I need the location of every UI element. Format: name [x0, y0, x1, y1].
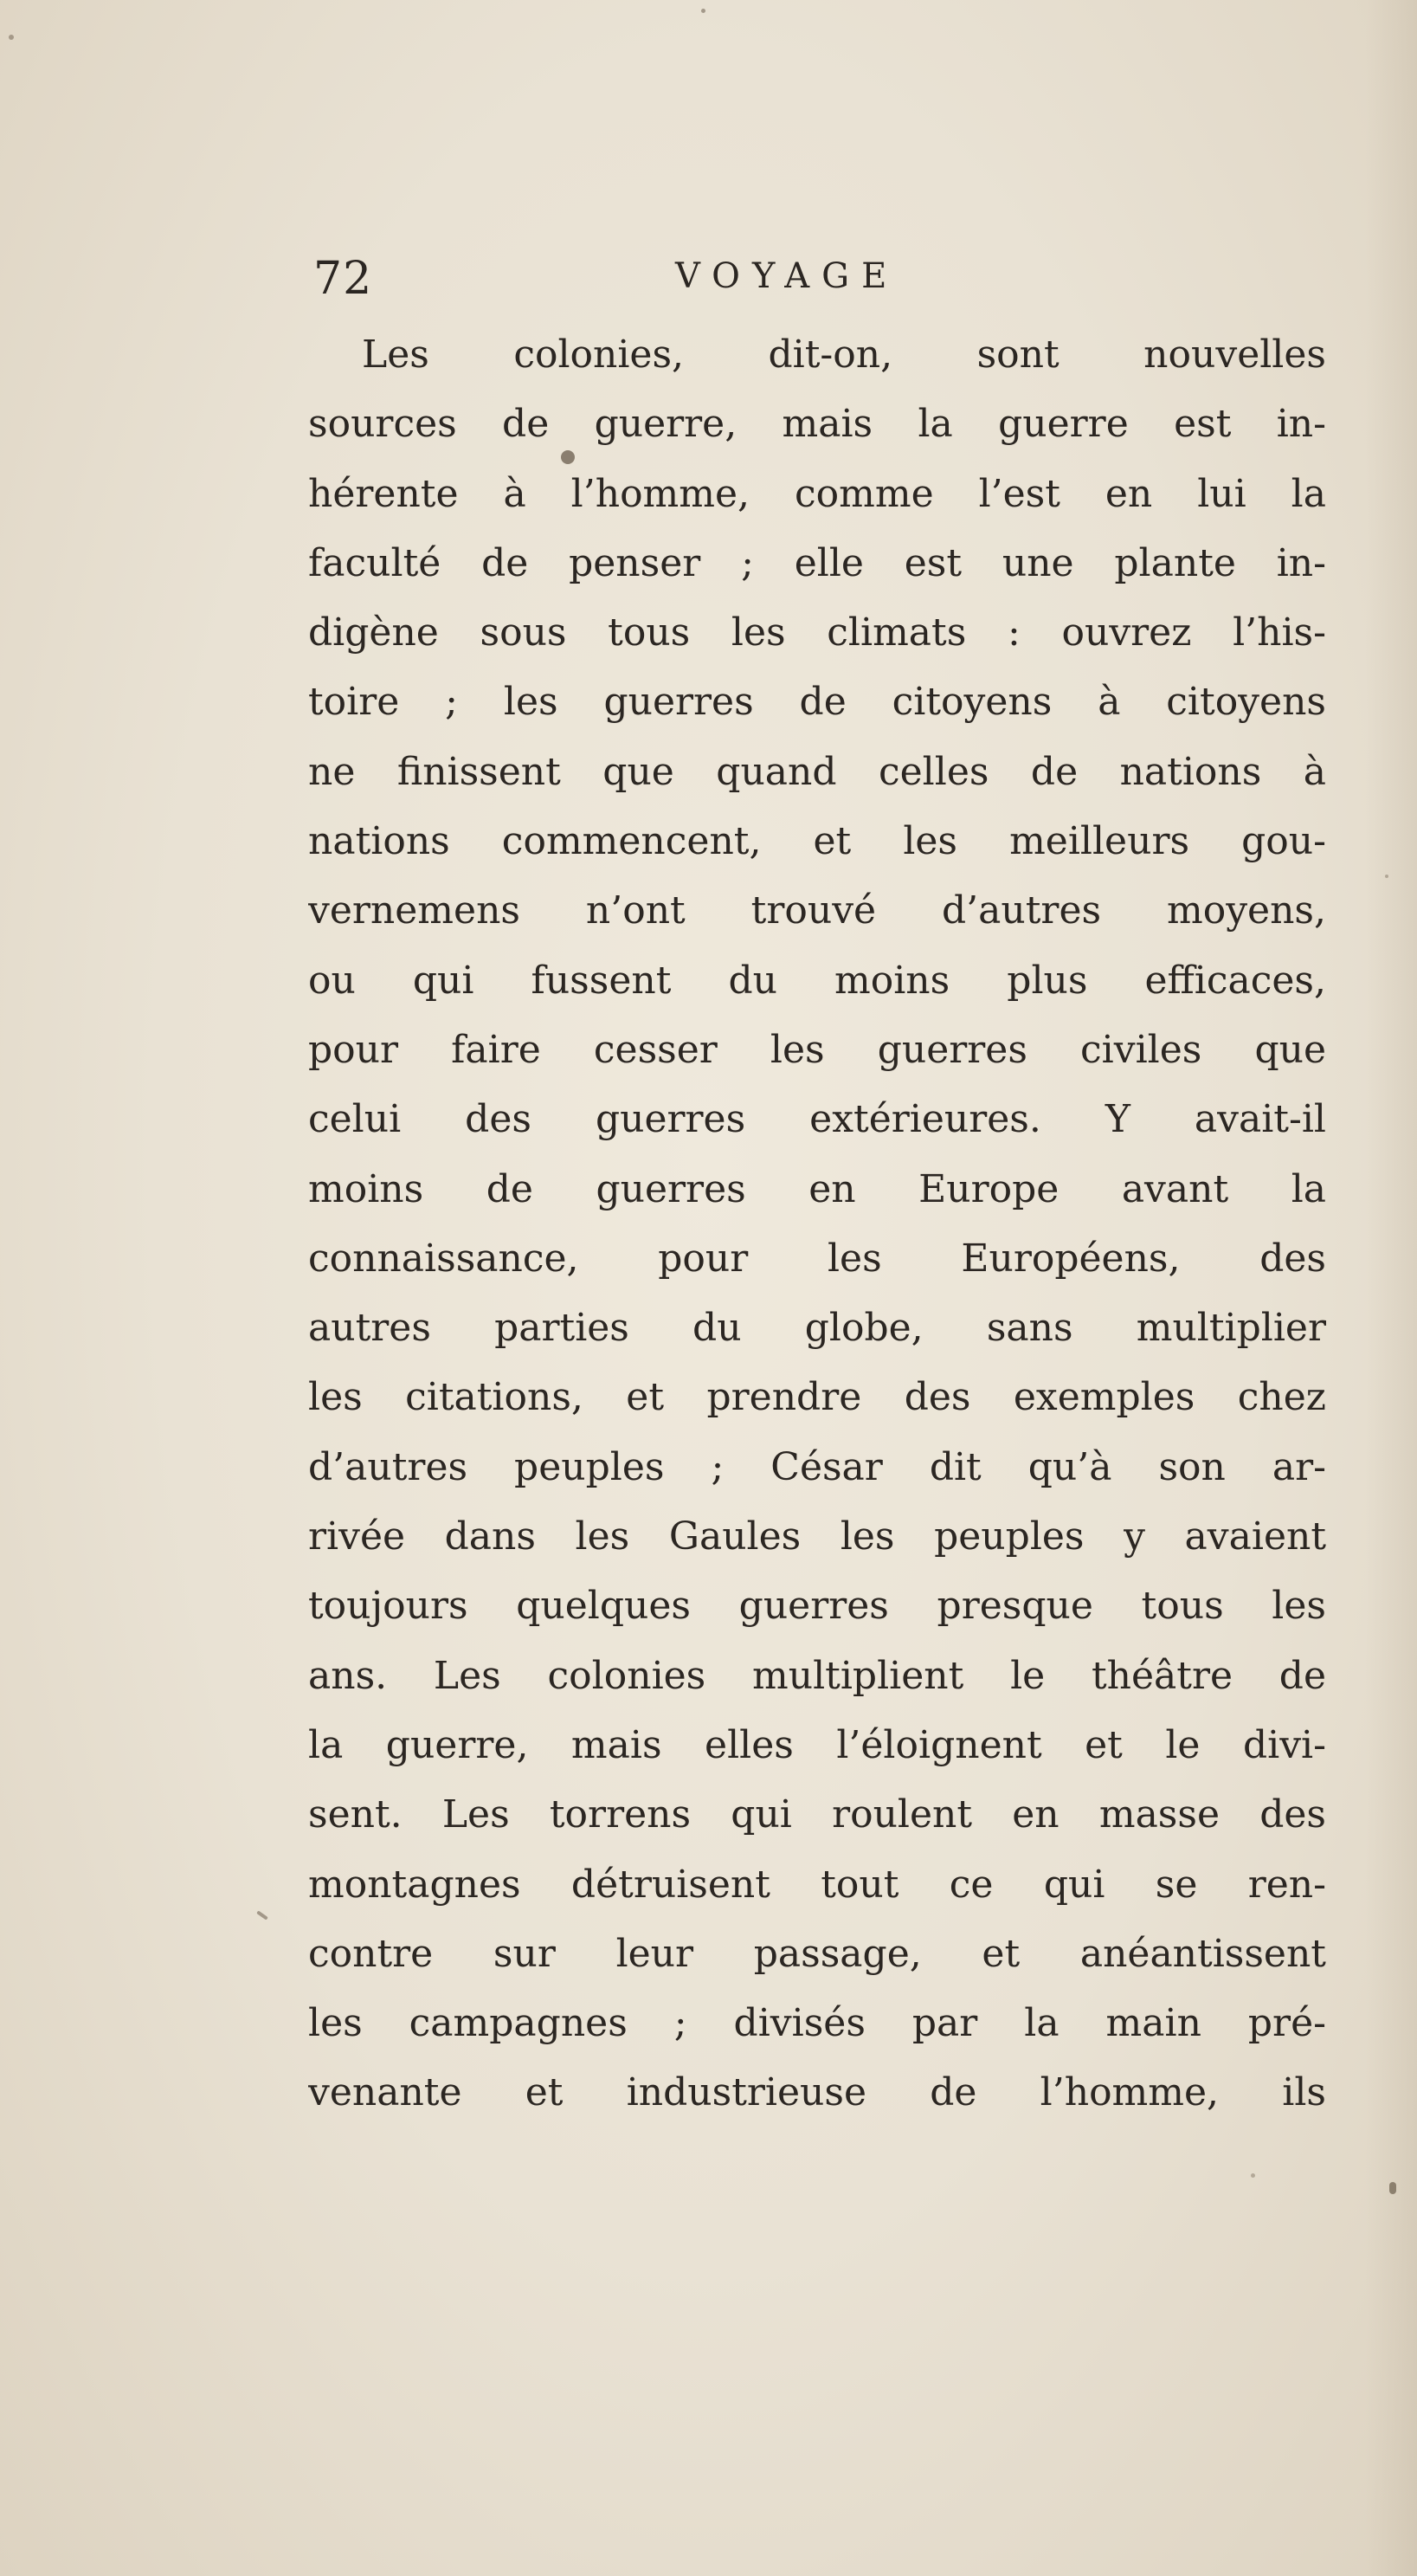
- text-line: celui des guerres extérieures. Y avait-il: [308, 1097, 1326, 1142]
- text-line: moins de guerres en Europe avant la: [308, 1166, 1326, 1211]
- paper-speck: [9, 35, 14, 40]
- text-line: les citations, et prendre des exemples chez: [308, 1375, 1326, 1420]
- text-line: sources de guerre, mais la guerre est in-: [308, 402, 1326, 447]
- text-line: la guerre, mais elles l’éloignent et le divi-: [308, 1722, 1326, 1767]
- text-line: toujours quelques guerres presque tous les: [308, 1584, 1326, 1629]
- page-number: 72: [313, 253, 373, 305]
- paper-speck: [256, 1910, 268, 1920]
- text-line: contre sur leur passage, et anéantissent: [308, 1931, 1326, 1976]
- text-line: rivée dans les Gaules les peuples y avaient: [308, 1514, 1326, 1559]
- text-line: les campagnes ; divisés par la main pré-: [308, 2001, 1326, 2046]
- text-line: connaissance, pour les Européens, des: [308, 1236, 1326, 1281]
- text-line: digène sous tous les climats : ouvrez l’his-: [308, 610, 1326, 655]
- text-line: Les colonies, dit-on, sont nouvelles: [362, 332, 1326, 377]
- page-header: [313, 253, 1326, 313]
- paper-speck: [1389, 2182, 1396, 2194]
- paper-speck: [1251, 2173, 1255, 2178]
- text-line: autres parties du globe, sans multiplier: [308, 1306, 1326, 1351]
- text-line: pour faire cesser les guerres civiles que: [308, 1027, 1326, 1072]
- text-line: d’autres peuples ; César dit qu’à son ar-: [308, 1444, 1326, 1489]
- text-line: montagnes détruisent tout ce qui se ren-: [308, 1862, 1326, 1907]
- text-line: ou qui fussent du moins plus efficaces,: [308, 958, 1326, 1003]
- text-line: vernemens n’ont trouvé d’autres moyens,: [308, 888, 1326, 933]
- text-line: ne finissent que quand celles de nations à: [308, 749, 1326, 794]
- text-line: venante et industrieuse de l’homme, ils: [308, 2070, 1326, 2115]
- text-line: ans. Les colonies multiplient le théâtre de: [308, 1653, 1326, 1698]
- text-line: faculté de penser ; elle est une plante in-: [308, 540, 1326, 585]
- running-title: VOYAGE: [675, 256, 899, 296]
- text-line: hérente à l’homme, comme l’est en lui la: [308, 471, 1326, 516]
- paper-speck: [561, 450, 575, 464]
- paper-speck: [1385, 875, 1388, 878]
- text-line: sent. Les torrens qui roulent en masse des: [308, 1792, 1326, 1837]
- text-line: nations commencent, et les meilleurs gou-: [308, 819, 1326, 864]
- body-text: [308, 320, 1326, 2128]
- paper-speck: [701, 9, 705, 13]
- text-line: toire ; les guerres de citoyens à citoyens: [308, 680, 1326, 725]
